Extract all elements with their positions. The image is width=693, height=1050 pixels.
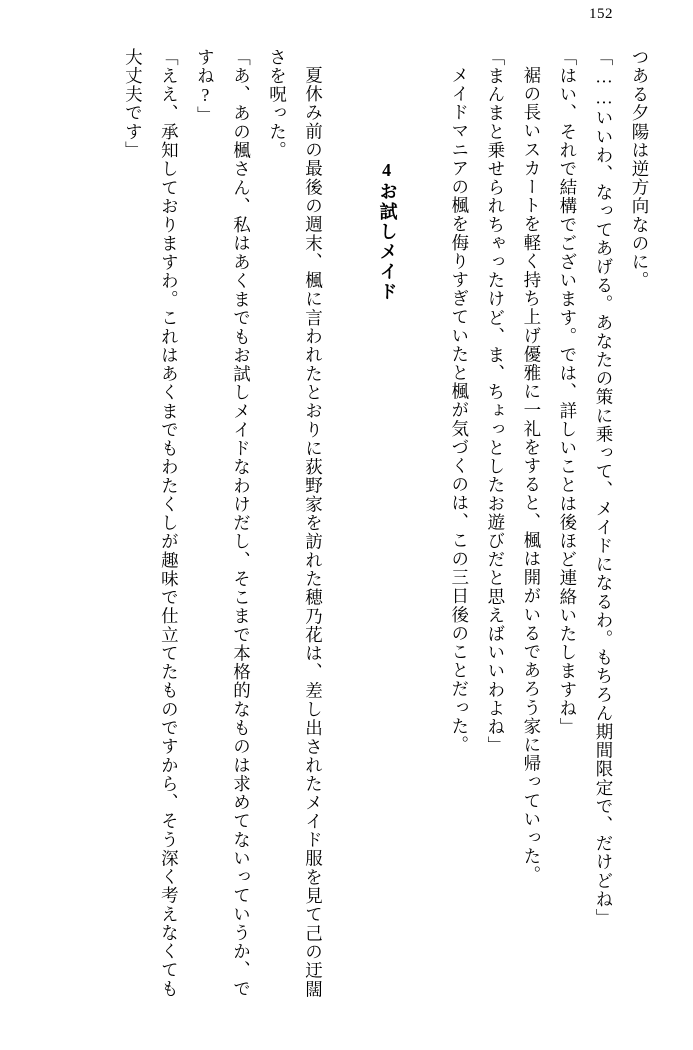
paragraph: 「まんまと乗せられちゃったけど、ま、ちょっとしたお遊びだと思えばいいわよね」 xyxy=(485,48,506,755)
paragraph: 「……いいわ、なってあげる。あなたの策に乗って、メイドになるわ。もちろん期間限定で、だけどね」 xyxy=(593,48,614,928)
paragraph: つある夕陽は逆方向なのに。 xyxy=(630,48,650,290)
paragraph: 「ええ、承知しておりますわ。これはあくまでもわたくしが趣味で仕立てたものですから、そう深く考えなくても大丈夫です」 xyxy=(123,48,180,998)
paragraph: 「はい、それで結構でございます。では、詳しいことは後ほど連絡いたしますね」 xyxy=(557,48,578,737)
chapter-heading xyxy=(368,48,406,998)
page-body-vertical-text xyxy=(36,48,658,998)
paragraph: 「あ、あの楓さん、私はあくまでもお試しメイドなわけだし、そこまで本格的なものは求めてないっていうか、ですね?」 xyxy=(195,48,252,998)
chapter-number: 4 xyxy=(376,160,397,182)
chapter-title: お試しメイド xyxy=(376,182,398,302)
paragraph: 夏休み前の最後の週末、楓に言われたとおりに荻野家を訪れた穂乃花は、差し出されたメイド服を見て己の迂闊さを呪った。 xyxy=(267,48,324,998)
paragraph: 裾の長いスカートを軽く持ち上げ優雅に一礼をすると、楓は開がいるであろう家に帰っていった。 xyxy=(521,65,542,884)
page-number: 152 xyxy=(589,6,613,22)
paragraph: メイドマニアの楓を侮りすぎていたと楓が気づくのは、この三日後のことだった。 xyxy=(449,65,470,754)
